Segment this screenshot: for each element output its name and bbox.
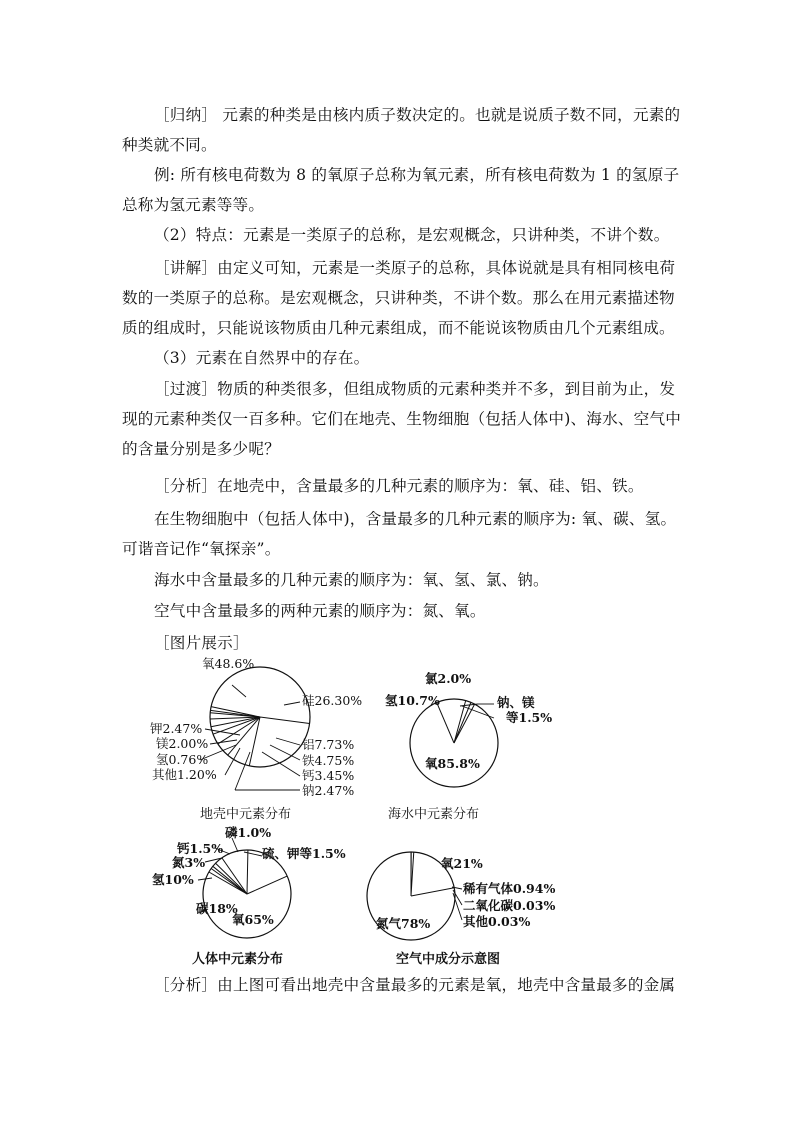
body-label-nitrogen: 氮3% <box>172 855 206 870</box>
paragraph-final-analysis: ［分析］由上图可看出地壳中含量最多的元素是氧，地壳中含量最多的金属 <box>154 976 676 994</box>
paragraph-transition: ［过渡］物质的种类很多，但组成物质的元素种类并不多，到目前为止，发现的元素种类仅一百多种。它们在地壳、生物细胞（包括人体中)、海水、空气中的含量分别是多少呢？ <box>122 380 682 458</box>
sea-label-na-mg-line1: 钠、镁 <box>497 695 535 710</box>
body-slice-3 <box>222 858 247 894</box>
crust-label-aluminium: 铝7.73% <box>302 737 355 752</box>
air-pie-chart <box>367 852 555 967</box>
paragraph-crust-analysis: ［分析］在地壳中，含量最多的几种元素的顺序为：氧、硅、铝、铁。 <box>154 477 644 495</box>
crust-label-calcium: 钙3.45% <box>302 768 355 783</box>
air-label-other: 其他0.03% <box>463 914 531 929</box>
body-slice-1 <box>247 876 287 894</box>
crust-label-hydrogen: 氢0.76% <box>156 752 209 767</box>
sea-label-hydrogen: 氢10.7% <box>385 693 440 708</box>
sea-chart-caption: 海水中元素分布 <box>388 807 480 822</box>
air-label-nitrogen: 氮气78% <box>376 916 431 931</box>
sea-label-na-mg-line2: 等1.5% <box>506 710 553 725</box>
body-pie-chart <box>152 825 346 967</box>
air-label-noble-gases: 稀有气体0.94% <box>463 881 556 896</box>
paragraph-cell-analysis: 在生物细胞中（包括人体中)，含量最多的几种元素的顺序为: 氧、碳、氢。可谐音记作“氧探亲”。 <box>122 510 677 558</box>
body-slice-2 <box>247 850 248 894</box>
crust-label-other: 其他1.20% <box>152 767 217 782</box>
sea-label-chlorine: 氯2.0% <box>425 671 472 686</box>
body-label-oxygen: 氧65% <box>232 912 274 927</box>
paragraph-existence: （3）元素在自然界中的存在。 <box>154 349 370 367</box>
sea-pie-slices <box>437 701 475 743</box>
crust-label-magnesium: 镁2.00% <box>156 736 209 751</box>
air-chart-caption: 空气中成分示意图 <box>396 952 501 967</box>
paragraph-sea-analysis: 海水中含量最多的几种元素的顺序为：氧、氢、氯、钠。 <box>154 571 549 589</box>
crust-label-sodium: 钠2.47% <box>302 783 355 798</box>
paragraph-feature: （2）特点：元素是一类原子的总称，是宏观概念，只讲种类，不讲个数。 <box>154 226 670 244</box>
crust-label-potassium: 钾2.47% <box>150 721 203 736</box>
body-label-carbon: 碳18% <box>196 901 238 916</box>
paragraph-summary: ［归纳］ 元素的种类是由核内质子数决定的。也就是说质子数不同，元素的种类就不同。 <box>122 106 681 154</box>
crust-label-silicon: 硅26.30% <box>302 693 363 708</box>
paragraph-explanation: ［讲解］由定义可知，元素是一类原子的总称，具体说就是具有相同核电荷数的一类原子的总称。是宏观概念，只讲种类，不讲个数。那么在用元素描述物质的组成时，只能说该物质由几种元素组成，而不能说该物质由几个元素组成。 <box>122 259 676 337</box>
crust-label-iron: 铁4.75% <box>302 753 355 768</box>
air-leader-lines <box>452 887 462 920</box>
body-label-calcium: 钙1.5% <box>177 841 224 856</box>
paragraph-picture-heading: ［图片展示］ <box>154 634 249 652</box>
sea-label-oxygen: 氧85.8% <box>425 756 480 771</box>
body-slice-6 <box>211 869 247 894</box>
paragraph-example: 例: 所有核电荷数为 8 的氧原子总称为氧元素，所有核电荷数为 1 的氢原子总称为氢元素等等。 <box>122 166 680 214</box>
crust-slice-2 <box>249 717 260 766</box>
air-label-carbon-dioxide: 二氧化碳0.03% <box>463 898 556 913</box>
crust-pie-chart <box>150 656 362 822</box>
air-slice-1 <box>411 888 454 896</box>
body-label-hydrogen: 氢10% <box>152 872 194 887</box>
body-label-phosphorus: 磷1.0% <box>225 825 272 840</box>
paragraph-air-analysis: 空气中含量最多的两种元素的顺序为：氮、氧。 <box>154 602 486 620</box>
air-label-oxygen: 氧21% <box>441 856 483 871</box>
crust-chart-caption: 地壳中元素分布 <box>200 807 292 822</box>
body-chart-caption: 人体中元素分布 <box>192 952 284 967</box>
body-label-sulfur-potassium: 硫、钾等1.5% <box>262 846 346 861</box>
sea-pie-chart <box>385 671 552 822</box>
crust-slice-1 <box>260 717 310 723</box>
crust-label-oxygen: 氧48.6% <box>202 656 255 671</box>
sea-slice-1 <box>437 703 454 743</box>
